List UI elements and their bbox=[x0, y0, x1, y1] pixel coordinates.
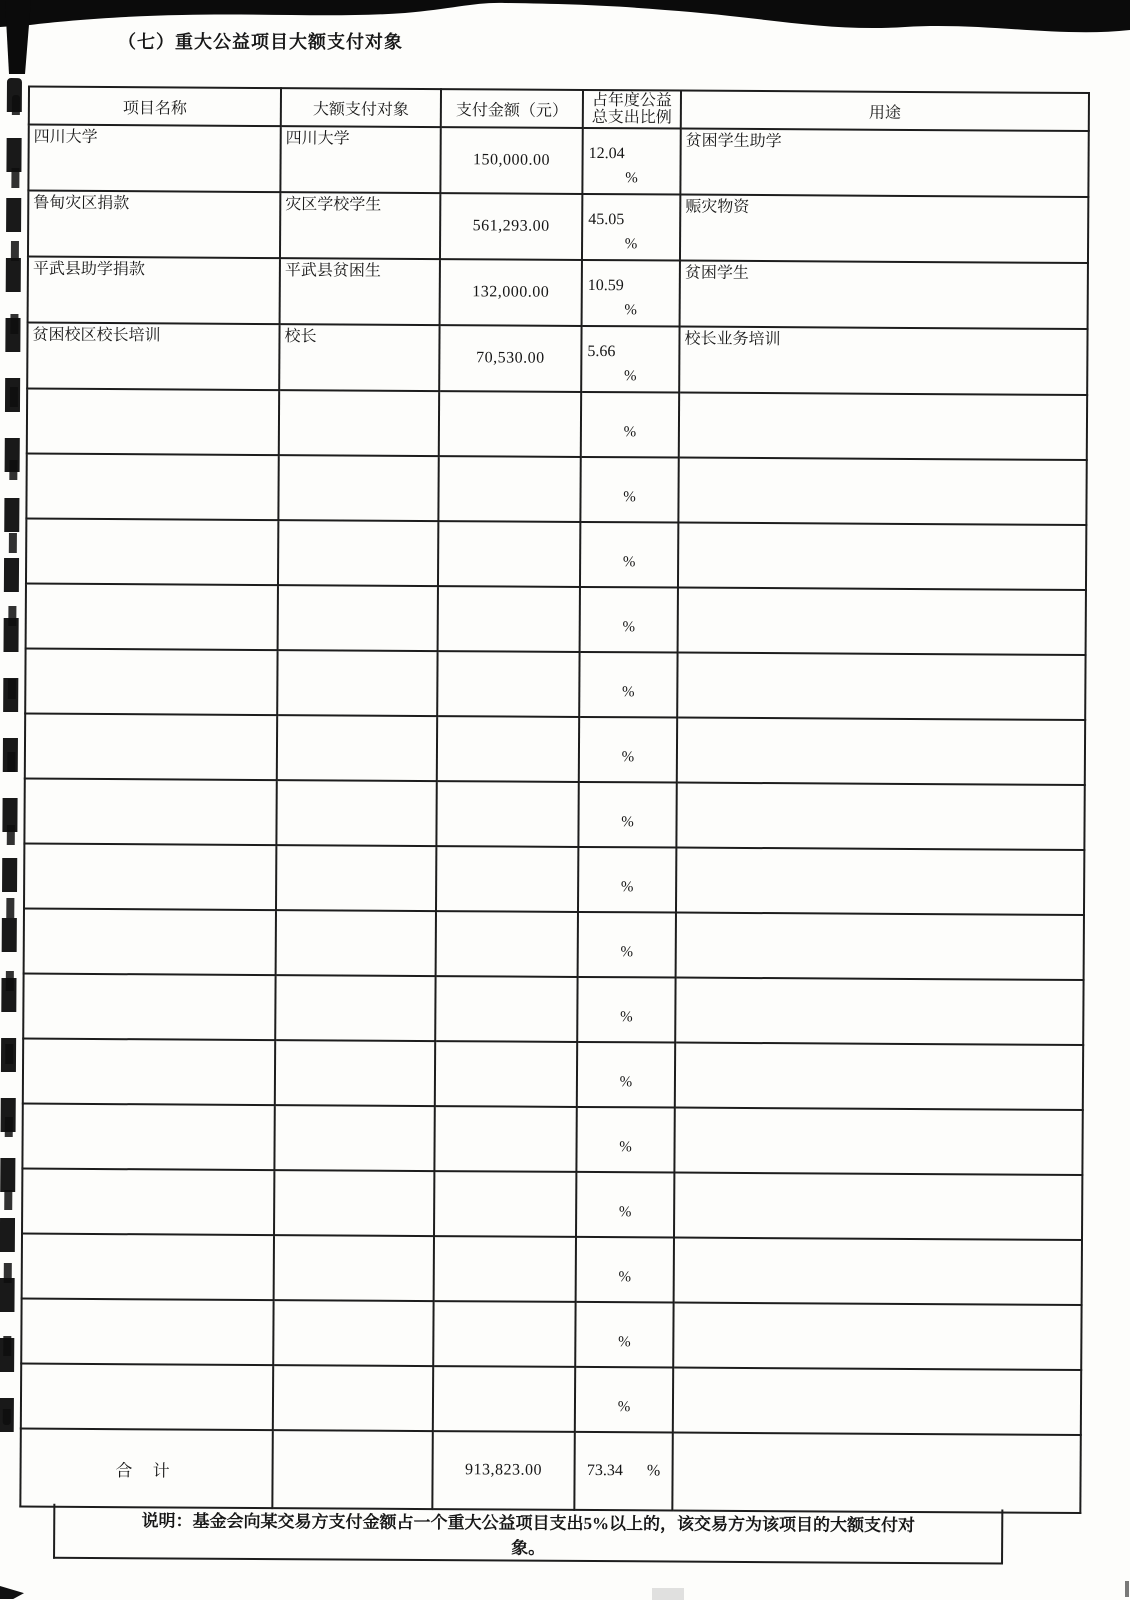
cell-project-name bbox=[27, 323, 279, 391]
empty-cell bbox=[24, 909, 276, 976]
empty-table-row bbox=[25, 649, 1085, 720]
cell-ratio bbox=[581, 326, 679, 393]
empty-cell bbox=[278, 585, 438, 651]
empty-cell bbox=[575, 1367, 673, 1433]
percent-sign: % bbox=[623, 489, 636, 506]
empty-cell bbox=[674, 1173, 1082, 1240]
empty-cell bbox=[27, 389, 279, 456]
project-name-text: 四川大学 bbox=[33, 128, 98, 146]
cell-total-label bbox=[20, 1429, 272, 1509]
cell-amount bbox=[440, 127, 582, 194]
empty-cell bbox=[275, 1040, 435, 1106]
empty-cell bbox=[278, 520, 438, 586]
payee-text: 四川大学 bbox=[285, 130, 350, 148]
empty-cell bbox=[674, 1238, 1082, 1305]
cell-purpose bbox=[680, 195, 1088, 263]
empty-cell bbox=[273, 1300, 433, 1366]
empty-cell bbox=[24, 779, 276, 846]
total-label-text: 合 计 bbox=[115, 1460, 178, 1481]
purpose-text: 贫困学生助学 bbox=[685, 132, 782, 151]
amount-text: 150,000.00 bbox=[473, 151, 551, 169]
cell-purpose bbox=[680, 261, 1088, 329]
ratio-value-text: 10.59 bbox=[587, 276, 624, 295]
empty-cell bbox=[577, 977, 675, 1043]
empty-table-row bbox=[26, 454, 1086, 525]
cell-payee bbox=[279, 324, 439, 391]
empty-cell bbox=[576, 1107, 674, 1173]
cell-project-name bbox=[28, 257, 280, 325]
empty-cell bbox=[578, 847, 676, 913]
empty-cell bbox=[581, 392, 679, 458]
project-name-text: 贫困校区校长培训 bbox=[32, 326, 161, 345]
table-body bbox=[20, 125, 1088, 1513]
ratio-value-text: 45.05 bbox=[588, 210, 625, 229]
empty-table-row bbox=[22, 1234, 1082, 1305]
table-row bbox=[28, 191, 1088, 263]
empty-cell bbox=[439, 391, 581, 457]
empty-cell bbox=[23, 974, 275, 1041]
empty-table-row bbox=[24, 779, 1084, 850]
ratio-value-text: 5.66 bbox=[587, 342, 616, 361]
total-row bbox=[20, 1429, 1080, 1513]
empty-table-row bbox=[26, 584, 1086, 655]
percent-sign: % bbox=[623, 368, 637, 385]
empty-cell bbox=[580, 457, 678, 523]
cell-amount bbox=[439, 325, 581, 392]
percent-sign: % bbox=[646, 1462, 661, 1480]
empty-table-row bbox=[26, 519, 1086, 590]
cell-amount bbox=[440, 259, 582, 326]
empty-cell bbox=[580, 522, 678, 588]
empty-cell bbox=[22, 1234, 274, 1301]
total-ratio-group bbox=[576, 1462, 672, 1481]
empty-cell bbox=[433, 1301, 575, 1367]
percent-sign: % bbox=[619, 1139, 632, 1156]
empty-cell bbox=[277, 715, 437, 781]
empty-cell bbox=[22, 1104, 274, 1171]
payee-text: 灾区学校学生 bbox=[285, 196, 382, 214]
cell-purpose bbox=[680, 129, 1088, 197]
cell-ratio bbox=[582, 194, 680, 261]
empty-cell bbox=[26, 454, 278, 521]
empty-table-row bbox=[24, 909, 1084, 980]
cell-amount bbox=[440, 193, 582, 260]
cell-payee bbox=[280, 192, 440, 259]
percent-sign: % bbox=[622, 619, 636, 636]
empty-cell bbox=[438, 521, 580, 587]
empty-table-row bbox=[22, 1169, 1082, 1240]
empty-cell bbox=[575, 1302, 673, 1368]
empty-cell bbox=[274, 1235, 434, 1301]
empty-table-row bbox=[24, 844, 1084, 915]
empty-cell bbox=[23, 1039, 275, 1106]
empty-cell bbox=[279, 390, 439, 456]
table-row bbox=[28, 125, 1088, 197]
payee-text: 校长 bbox=[284, 328, 317, 346]
purpose-text: 校长业务培训 bbox=[684, 330, 781, 349]
col-header-amount: 支付金额（元） bbox=[441, 89, 583, 128]
empty-cell bbox=[677, 653, 1085, 720]
total-amount-text: 913,823.00 bbox=[465, 1461, 543, 1479]
percent-sign: % bbox=[620, 1009, 633, 1026]
explanatory-note: 说明：基金会向某交易方支付金额占一个重大公益项目支出5%以上的，该交易方为该项目的大额支付对象。 bbox=[53, 1504, 1003, 1565]
amount-text: 70,530.00 bbox=[476, 349, 545, 367]
empty-cell bbox=[434, 1106, 576, 1172]
empty-cell bbox=[677, 718, 1085, 785]
empty-cell bbox=[276, 845, 436, 911]
empty-cell bbox=[673, 1303, 1081, 1370]
empty-cell bbox=[579, 717, 677, 783]
percent-sign: % bbox=[619, 1074, 633, 1091]
cell-ratio bbox=[582, 260, 680, 327]
empty-cell bbox=[436, 911, 578, 977]
empty-cell bbox=[674, 1108, 1082, 1175]
empty-table-row bbox=[23, 1039, 1083, 1110]
empty-cell bbox=[24, 844, 276, 911]
purpose-text: 赈灾物资 bbox=[685, 198, 750, 216]
empty-cell bbox=[434, 1171, 576, 1237]
empty-cell bbox=[679, 393, 1087, 460]
empty-cell bbox=[25, 714, 277, 781]
scan-top-edge-artifact bbox=[0, 0, 1130, 80]
header-row bbox=[29, 87, 1089, 131]
table-row bbox=[27, 323, 1087, 395]
cell-payee bbox=[280, 126, 440, 193]
empty-cell bbox=[21, 1364, 273, 1431]
empty-table-row bbox=[21, 1364, 1081, 1435]
cell-project-name bbox=[28, 191, 280, 259]
empty-cell bbox=[577, 1042, 675, 1108]
empty-cell bbox=[438, 586, 580, 652]
percent-sign: % bbox=[620, 944, 634, 961]
section-title: （七）重大公益项目大额支付对象 bbox=[118, 32, 403, 52]
empty-cell bbox=[22, 1169, 274, 1236]
empty-cell bbox=[678, 523, 1086, 590]
cell-total-amount bbox=[432, 1431, 574, 1510]
empty-cell bbox=[675, 978, 1083, 1045]
percent-sign: % bbox=[624, 302, 637, 319]
empty-table-row bbox=[27, 389, 1087, 460]
col-header-project-name: 项目名称 bbox=[29, 87, 281, 127]
percent-sign: % bbox=[622, 684, 635, 701]
empty-cell bbox=[276, 780, 436, 846]
empty-table-row bbox=[23, 974, 1083, 1045]
empty-cell bbox=[21, 1299, 273, 1366]
empty-cell bbox=[277, 650, 437, 716]
empty-cell bbox=[673, 1368, 1081, 1435]
empty-cell bbox=[437, 716, 579, 782]
cell-payee bbox=[280, 258, 440, 325]
scan-right-edge-artifact bbox=[1125, 1581, 1129, 1597]
empty-cell bbox=[438, 456, 580, 522]
empty-cell bbox=[678, 458, 1086, 525]
empty-cell bbox=[576, 1172, 674, 1238]
empty-cell bbox=[436, 846, 578, 912]
empty-cell bbox=[436, 781, 578, 847]
cell-ratio bbox=[582, 128, 680, 195]
empty-table-row bbox=[25, 714, 1085, 785]
percent-sign: % bbox=[622, 554, 636, 571]
empty-cell bbox=[274, 1170, 434, 1236]
empty-cell bbox=[273, 1365, 433, 1431]
cell-total-ratio bbox=[574, 1432, 672, 1511]
total-ratio-value-text: 73.34 bbox=[586, 1462, 623, 1480]
empty-cell bbox=[675, 1043, 1083, 1110]
col-header-ratio: 占年度公益总支出比例 bbox=[583, 90, 681, 129]
empty-cell bbox=[275, 975, 435, 1041]
empty-cell bbox=[272, 1430, 432, 1509]
empty-cell bbox=[578, 782, 676, 848]
empty-cell bbox=[434, 1236, 576, 1302]
amount-text: 561,293.00 bbox=[472, 217, 550, 235]
project-name-text: 鲁甸灾区捐款 bbox=[33, 194, 130, 213]
empty-cell bbox=[576, 1237, 674, 1303]
empty-cell bbox=[676, 783, 1084, 850]
col-header-purpose: 用途 bbox=[681, 91, 1089, 131]
empty-cell bbox=[26, 519, 278, 586]
empty-cell bbox=[672, 1433, 1080, 1513]
percent-sign: % bbox=[623, 424, 637, 441]
empty-cell bbox=[678, 588, 1086, 655]
empty-cell bbox=[435, 1041, 577, 1107]
empty-cell bbox=[274, 1105, 434, 1171]
percent-sign: % bbox=[617, 1399, 631, 1416]
empty-cell bbox=[433, 1366, 575, 1432]
empty-cell bbox=[278, 455, 438, 521]
percent-sign: % bbox=[621, 749, 635, 766]
empty-cell bbox=[580, 587, 678, 653]
col-header-payee: 大额支付对象 bbox=[281, 88, 441, 127]
percent-sign: % bbox=[624, 236, 638, 253]
amount-text: 132,000.00 bbox=[472, 283, 550, 301]
empty-cell bbox=[26, 584, 278, 651]
cell-project-name bbox=[28, 125, 280, 193]
percent-sign: % bbox=[621, 814, 634, 831]
empty-cell bbox=[25, 649, 277, 716]
empty-cell bbox=[276, 910, 436, 976]
empty-table-row bbox=[21, 1299, 1081, 1370]
empty-cell bbox=[437, 651, 579, 717]
percent-sign: % bbox=[618, 1269, 632, 1286]
empty-cell bbox=[676, 913, 1084, 980]
percent-sign: % bbox=[618, 1334, 631, 1351]
empty-cell bbox=[578, 912, 676, 978]
table-row bbox=[28, 257, 1088, 329]
major-payments-table bbox=[19, 86, 1090, 1514]
project-name-text: 平武县助学捐款 bbox=[32, 260, 145, 279]
empty-cell bbox=[579, 652, 677, 718]
empty-table-row bbox=[22, 1104, 1082, 1175]
percent-sign: % bbox=[620, 879, 634, 896]
cell-purpose bbox=[679, 327, 1087, 395]
purpose-text: 贫困学生 bbox=[684, 264, 749, 282]
percent-sign: % bbox=[618, 1204, 632, 1221]
empty-cell bbox=[435, 976, 577, 1042]
percent-sign: % bbox=[625, 170, 638, 187]
empty-cell bbox=[676, 848, 1084, 915]
payee-text: 平武县贫困生 bbox=[284, 262, 381, 280]
ratio-value-text: 12.04 bbox=[588, 144, 625, 163]
